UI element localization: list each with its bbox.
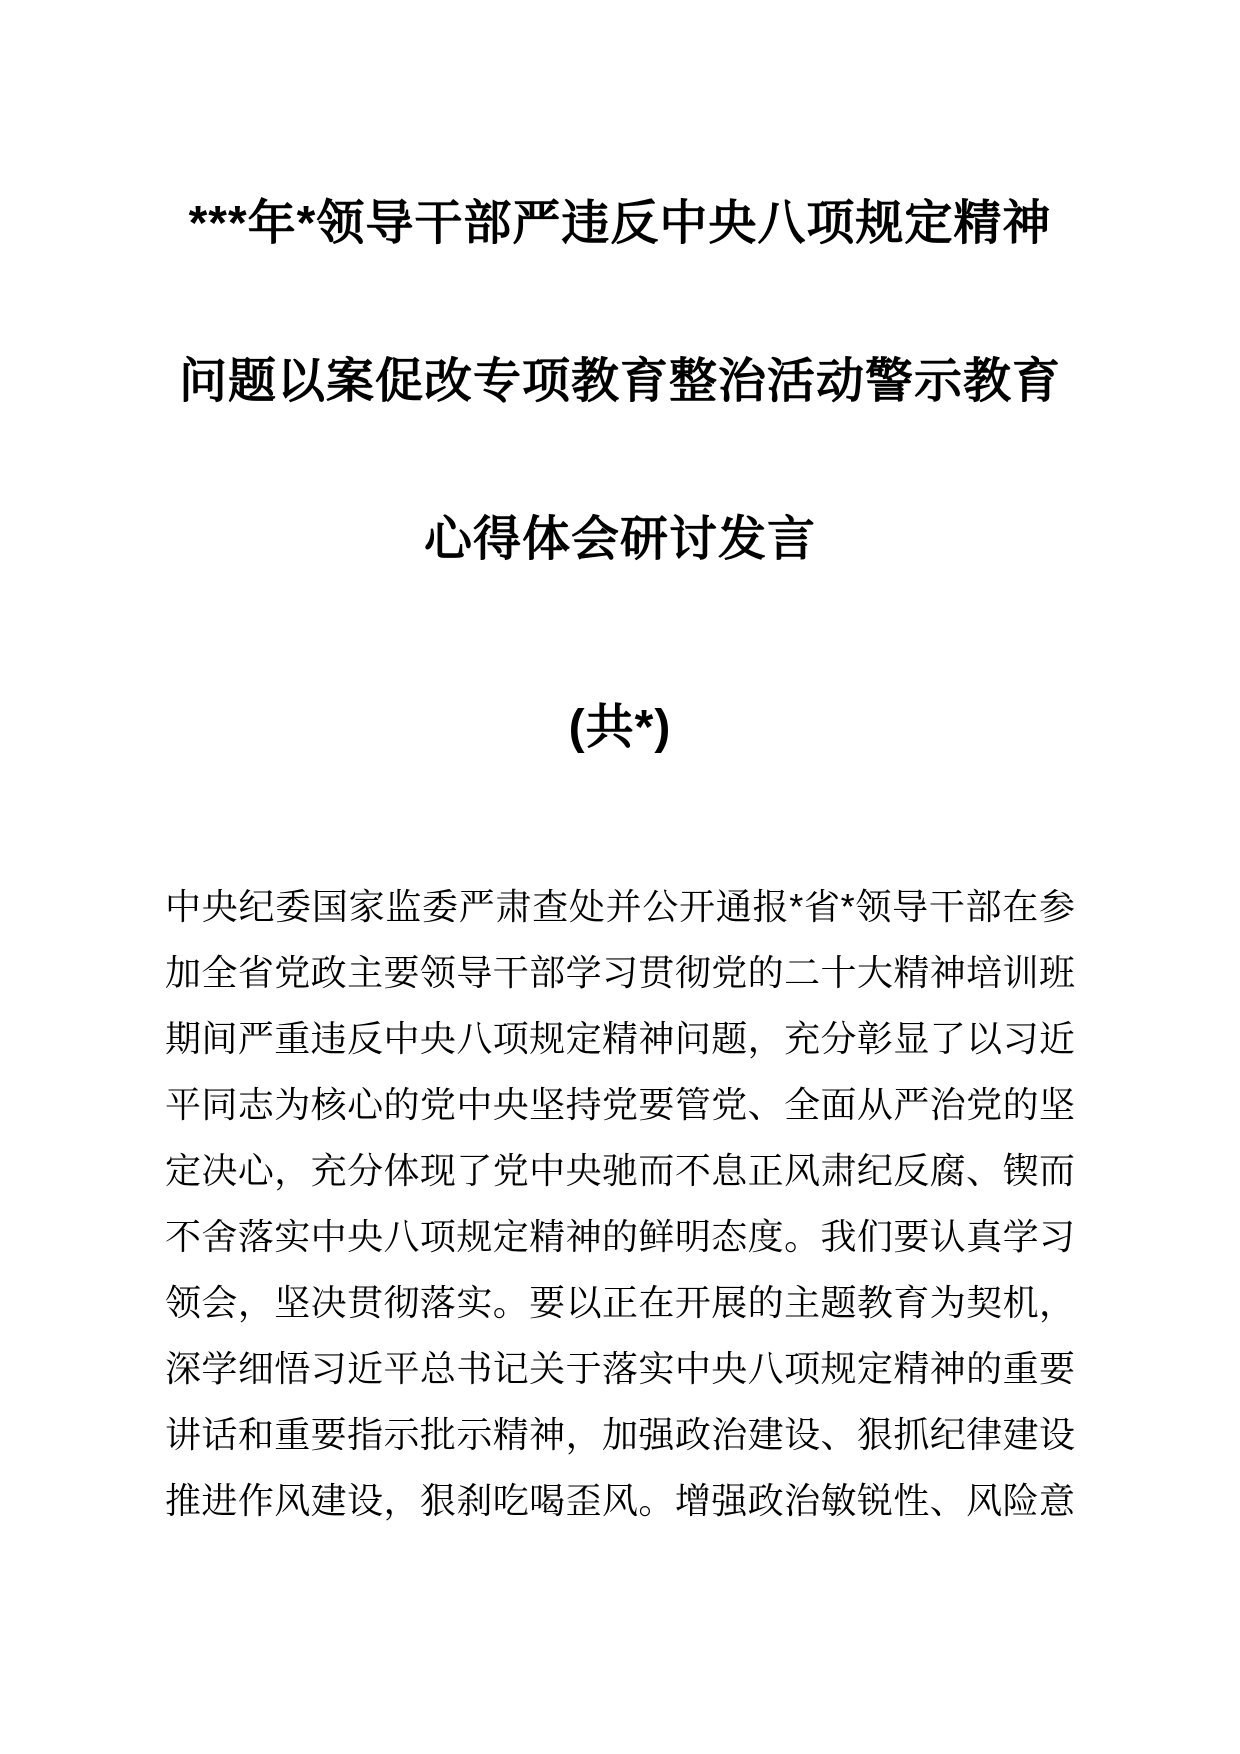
- body-line: 领会，坚决贯彻落实。要以正在开展的主题教育为契机，: [165, 1282, 1075, 1323]
- body-line: 讲话和重要指示批示精神，加强政治建设、狠抓纪律建设: [165, 1414, 1075, 1455]
- body-line: 不舍落实中央八项规定精神的鲜明态度。我们要认真学习: [165, 1216, 1075, 1257]
- body-line: 加全省党政主要领导干部学习贯彻党的二十大精神培训班: [165, 952, 1075, 993]
- title-line-3: 心得体会研讨发言: [423, 513, 816, 566]
- body-line: 中央纪委国家监委严肃查处并公开通报*省*领导干部在参: [165, 886, 1075, 927]
- body-line: 推进作风建设，狠刹吃喝歪风。增强政治敏锐性、风险意: [165, 1480, 1075, 1521]
- title-line-2: 问题以案促改专项教育整治活动警示教育: [178, 355, 1061, 408]
- body-line: 定决心，充分体现了党中央驰而不息正风肃纪反腐、锲而: [165, 1150, 1075, 1191]
- subtitle-word-count: (共*): [568, 701, 672, 754]
- body-paragraph: [165, 874, 1075, 1534]
- body-line: 期间严重违反中央八项规定精神问题，充分彰显了以习近: [165, 1018, 1075, 1059]
- document-title: [165, 197, 1075, 566]
- title-line-1: ***年*领导干部严违反中央八项规定精神: [188, 197, 1052, 250]
- body-line: 深学细悟习近平总书记关于落实中央八项规定精神的重要: [165, 1348, 1075, 1389]
- body-line: 平同志为核心的党中央坚持党要管党、全面从严治党的坚: [165, 1084, 1075, 1125]
